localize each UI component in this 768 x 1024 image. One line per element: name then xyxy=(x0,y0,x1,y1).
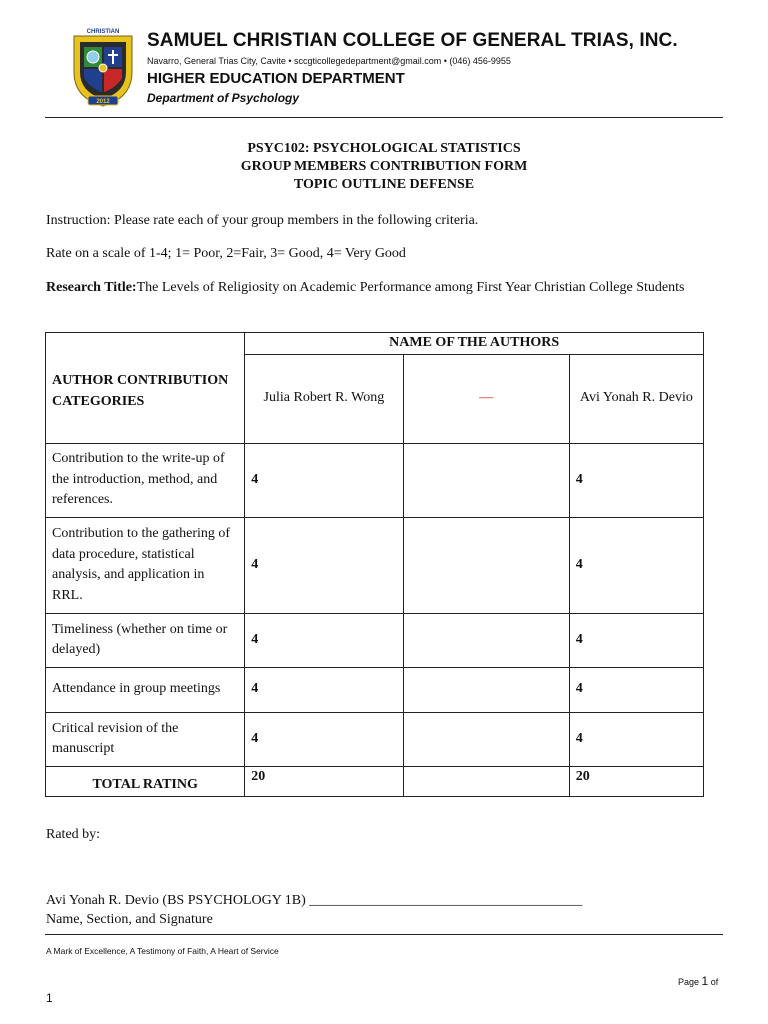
total-row xyxy=(46,766,704,796)
score-cell: 4 xyxy=(245,613,403,667)
total-cell: 20 xyxy=(569,766,703,796)
score-cell: 4 xyxy=(569,613,703,667)
sub-department-name: Department of Psychology xyxy=(147,91,300,105)
score-cell: 4 xyxy=(245,517,403,613)
table-row xyxy=(46,443,704,517)
total-cell: 20 xyxy=(245,766,403,796)
form-subtitle: TOPIC OUTLINE DEFENSE xyxy=(293,177,475,192)
category-cell: Timeliness (whether on time or delayed) xyxy=(46,613,245,667)
category-cell: Attendance in group meetings xyxy=(46,667,245,712)
table-row xyxy=(46,517,704,613)
score-cell: 4 xyxy=(245,667,403,712)
score-cell xyxy=(403,443,569,517)
contribution-rating-table xyxy=(45,332,704,797)
college-seal-logo xyxy=(70,22,136,108)
svg-text:2012: 2012 xyxy=(96,99,110,105)
author-name-1: Julia Robert R. Wong xyxy=(245,354,403,443)
college-motto: A Mark of Excellence, A Testimony of Faith, A Heart of Service xyxy=(46,946,279,956)
table-row xyxy=(46,613,704,667)
names-header: NAME OF THE AUTHORS xyxy=(245,333,704,355)
page-indicator xyxy=(678,974,718,988)
score-cell: 4 xyxy=(569,667,703,712)
form-title: GROUP MEMBERS CONTRIBUTION FORM xyxy=(240,159,528,174)
signature-caption: Name, Section, and Signature xyxy=(46,912,213,927)
table-header-row xyxy=(46,333,704,355)
category-cell: Contribution to the write-up of the introduction, method, and references. xyxy=(46,443,245,517)
page-number: 1 xyxy=(701,974,709,988)
page-label: Page xyxy=(678,977,700,987)
author-name-2: — xyxy=(403,354,569,443)
research-title-paragraph xyxy=(46,278,726,298)
category-header: AUTHOR CONTRIBUTION CATEGORIES xyxy=(46,333,245,444)
instruction-text: Instruction: Please rate each of your group members in the following criteria. xyxy=(46,213,479,228)
research-title-label: Research Title: xyxy=(46,280,137,295)
category-cell: Critical revision of the manuscript xyxy=(46,712,245,766)
score-cell xyxy=(403,613,569,667)
score-cell: 4 xyxy=(569,443,703,517)
rating-scale-text: Rate on a scale of 1-4; 1= Poor, 2=Fair, 3= Good, 4= Very Good xyxy=(46,246,406,261)
score-cell xyxy=(403,712,569,766)
score-cell: 4 xyxy=(245,443,403,517)
course-title: PSYC102: PSYCHOLOGICAL STATISTICS xyxy=(247,141,521,156)
svg-text:CHRISTIAN: CHRISTIAN xyxy=(86,29,120,35)
table-row xyxy=(46,712,704,766)
score-cell xyxy=(403,517,569,613)
footer-divider xyxy=(45,934,723,935)
total-rating-label: TOTAL RATING xyxy=(46,766,245,796)
category-cell: Contribution to the gathering of data procedure, statistical analysis, and application in RRL. xyxy=(46,517,245,613)
header-divider xyxy=(45,117,723,118)
department-name: HIGHER EDUCATION DEPARTMENT xyxy=(147,70,405,87)
score-cell: 4 xyxy=(569,712,703,766)
author-name-3: Avi Yonah R. Devio xyxy=(569,354,703,443)
page-total: 1 xyxy=(46,991,53,1005)
document-title xyxy=(0,140,768,194)
signature-line: Avi Yonah R. Devio (BS PSYCHOLOGY 1B) _______________________________________ xyxy=(46,893,583,908)
page-of: of xyxy=(710,977,719,987)
school-name: SAMUEL CHRISTIAN COLLEGE OF GENERAL TRIAS, INC. xyxy=(147,30,678,51)
school-contact-info: Navarro, General Trias City, Cavite • sccgticollegedepartment@gmail.com • (046) 456-9955 xyxy=(147,56,511,66)
table-row xyxy=(46,667,704,712)
research-title: The Levels of Religiosity on Academic Performance among First Year Christian College Students xyxy=(136,280,685,295)
score-cell: 4 xyxy=(245,712,403,766)
score-cell xyxy=(403,667,569,712)
rated-by-label: Rated by: xyxy=(46,827,101,842)
score-cell: 4 xyxy=(569,517,703,613)
total-cell xyxy=(403,766,569,796)
